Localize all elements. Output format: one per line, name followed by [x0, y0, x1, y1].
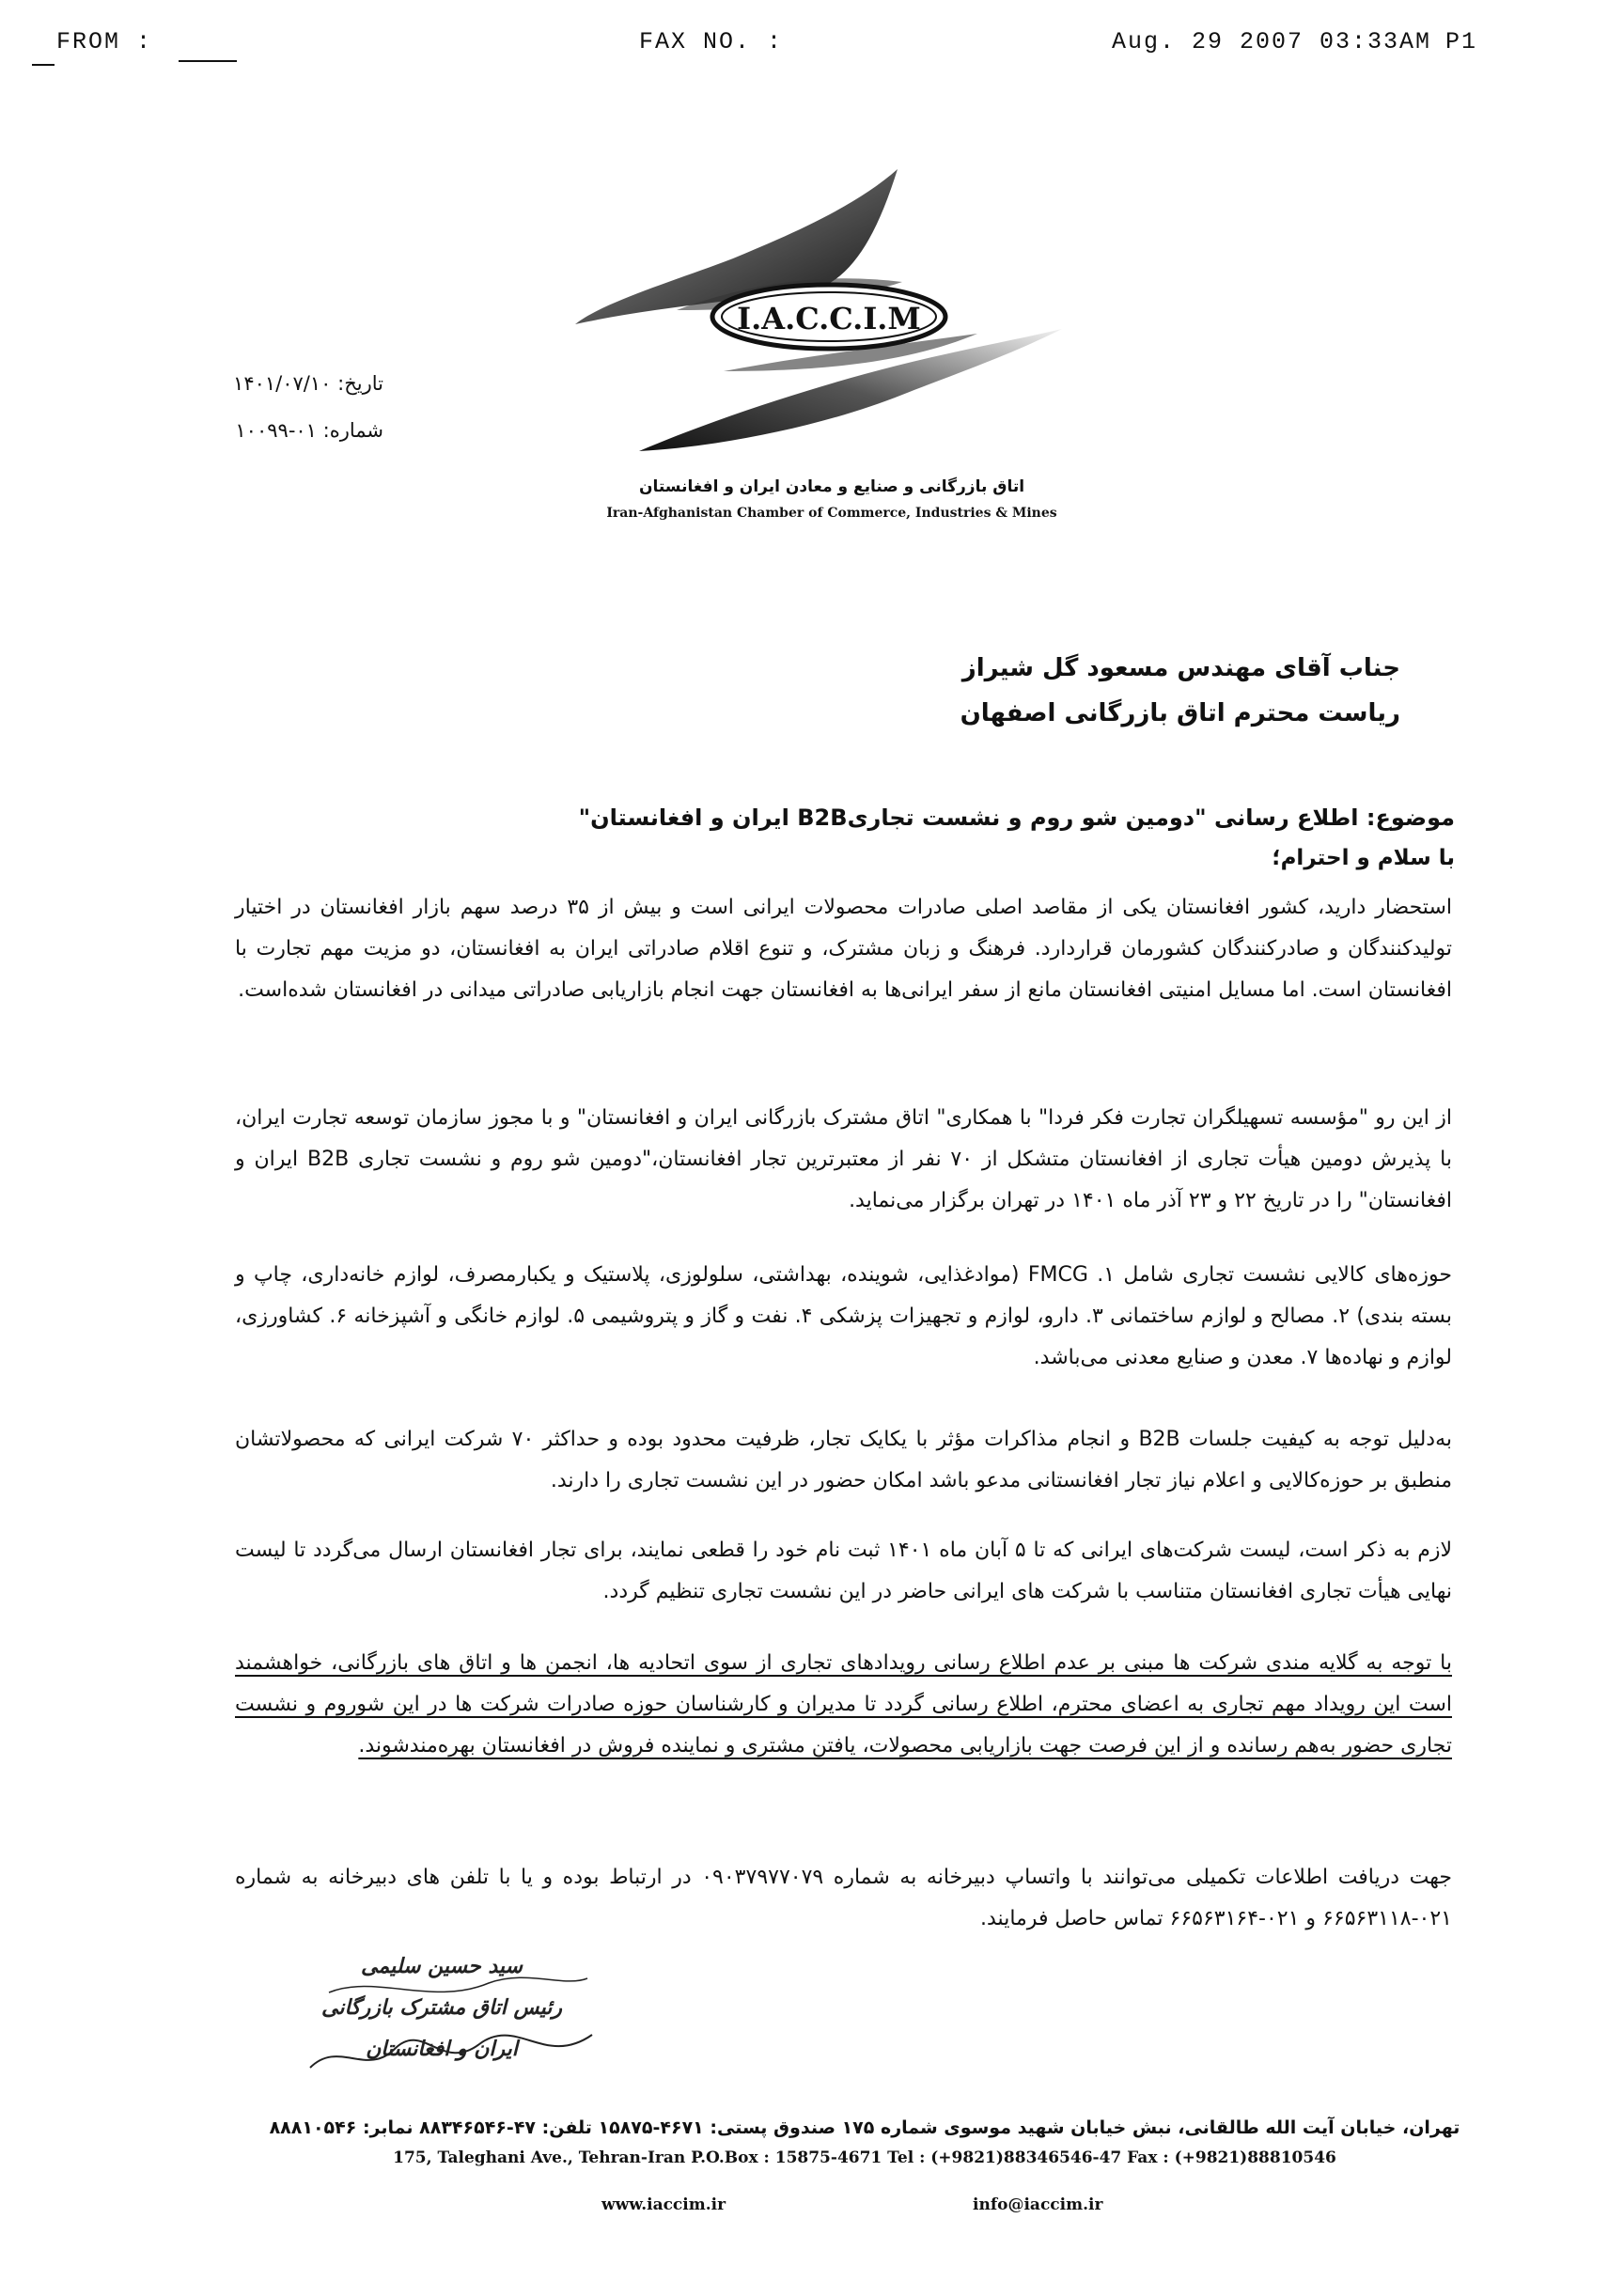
fax-header: [0, 28, 1624, 66]
footer-email-link[interactable]: info@iaccim.ir: [973, 2195, 1103, 2214]
fax-number-label: FAX NO. :: [639, 28, 784, 55]
logo-name-fa: اتاق بازرگانی و صنایع و معادن ایران و افغانستان: [638, 477, 1025, 496]
chamber-logo: [564, 169, 1071, 508]
signature-title-line1: رئیس اتاق مشترک بازرگانی: [320, 1996, 562, 2020]
body-paragraph-4: به‌دلیل توجه به کیفیت جلسات B2B و انجام مذاکرات مؤثر با یکایک تجار، ظرفیت محدود بوده و حداکثر ۷۰ شرکت ایرانی که محصولاتشان منطبق بر حوزه‌کالایی و اعلام نیاز تجار افغانستانی مدعو باشد امکان حضور در این نشست تجاری را دارند.: [235, 1428, 1453, 1492]
body-paragraph-7: جهت دریافت اطلاعات تکمیلی می‌توانند با واتساپ دبیرخانه به شماره ۰۹۰۳۷۹۷۷۰۷۹ در ارتباط بوده و یا با تلفن های دبیرخانه به شماره ۰۲۱-۶۶۵۶۳۱۱۸ و ۰۲۱-۶۶۵۶۳۱۶۴ تماس حاصل فرمایند.: [235, 1866, 1452, 1930]
fax-date-time: Aug. 29 2007 03:33AM: [1112, 28, 1432, 55]
letter-date-value: ۱۴۰۱/۰۷/۱۰: [233, 372, 332, 395]
letter-number: [235, 419, 383, 442]
body-paragraph-5: لازم به ذکر است، لیست شرکت‌های ایرانی که تا ۵ آبان ماه ۱۴۰۱ ثبت نام خود را قطعی نمایند، برای تجار افغانستان ارسال می‌گردد تا لیست نهایی هیأت تجاری افغانستان متناسب با شرکت های ایرانی حاضر در این نشست تجاری تنظیم گردد.: [235, 1539, 1452, 1603]
footer-address-fa: تهران، خیابان آیت الله طالقانی، نبش خیابان شهید موسوی شماره ۱۷۵ صندوق پستی: ۴۶۷۱-۱۵۸۷۵ تلفن: ۴۷-۸۸۳۴۶۵۴۶ نمابر: ۸۸۸۱۰۵۴۶: [269, 2117, 1460, 2138]
fax-from-underline-left: [32, 64, 55, 66]
fax-from-label: FROM :: [56, 28, 153, 55]
signature-name: سید حسین سلیمی: [361, 1955, 523, 1978]
body-paragraph-6: با توجه به گلایه مندی شرکت ها مبنی بر عدم اطلاع رسانی رویدادهای تجاری از سوی اتحادیه ها، انجمن ها و اتاق های بازرگانی، خواهشمند است این رویداد مهم تجاری به اعضای محترم، اطلاع رسانی گردد تا مدیران و کارشناسان حوزه صادرات شرکت ها در این شوروم و نشست تجاری حضور به‌هم رسانده و از این فرصت جهت بازاریابی محصولات، یافتن مشتری و نماینده فروش در افغانستان بهره‌مندشوند.: [235, 1651, 1452, 1758]
footer-address-en: 175, Taleghani Ave., Tehran-Iran P.O.Box : 15875-4671 Tel : (+9821)88346546-47 Fax : (+9821)88810546: [393, 2148, 1336, 2167]
logo-name-en: Iran-Afghanistan Chamber of Commerce, Industries & Mines: [606, 506, 1057, 521]
letter-greeting: با سلام و احترام؛: [1272, 846, 1455, 870]
logo-emblem-text: I.A.C.C.I.M: [737, 301, 921, 336]
addressee-title: ریاست محترم اتاق بازرگانی اصفهان: [960, 699, 1400, 727]
fax-page-number: P1: [1445, 28, 1478, 55]
letter-subject: موضوع: اطلاع رسانی "دومین شو روم و نشست تجاریB2B ایران و افغانستان": [578, 805, 1455, 831]
letter-date: [233, 372, 383, 395]
signature-block: [282, 1955, 601, 2096]
letter-number-label: شماره:: [322, 419, 383, 442]
letter-date-label: تاریخ:: [337, 372, 383, 395]
fax-from-underline: [179, 60, 237, 62]
body-paragraph-3: حوزه‌های کالایی نشست تجاری شامل ۱. FMCG (مواد‌غذایی، شوینده، بهداشتی، سلولوزی، پلاستیک و یکبارمصرف، لوازم خانه‌داری، چاپ و بسته بندی) ۲. مصالح و لوازم ساختمانی ۳. دارو، لوازم و تجهیزات پزشکی ۴. نفت و گاز و پتروشیمی ۵. لوازم خانگی و آشپزخانه ۶. کشاورزی، لوازم و نهاده‌ها ۷. معدن و صنایع معدنی می‌باشد.: [235, 1263, 1452, 1369]
addressee-name: جناب آقای مهندس مسعود گل شیراز: [961, 654, 1400, 682]
footer-website-link[interactable]: www.iaccim.ir: [601, 2195, 726, 2214]
signature-scribble: [301, 1955, 601, 2086]
body-paragraph-1: استحضار دارید، کشور افغانستان یکی از مقاصد اصلی صادرات محصولات ایرانی است و بیش از ۳۵ درصد سهم بازار افغانستان در اختیار تولیدکنندگان و صادرکنندگان کشورمان قراردارد. فرهنگ و زبان مشترک، و تنوع اقلام صادراتی ایران به افغانستان، دو مزیت مهم تجارت با افغانستان است. اما مسایل امنیتی افغانستان مانع از سفر ایرانی‌ها به افغانستان جهت انجام بازاریابی صادراتی میدانی در افغانستان شده‌است.: [235, 896, 1452, 1002]
signature-title-line2: ایران و افغانستان: [366, 2038, 518, 2061]
body-paragraph-2: از این رو "مؤسسه تسهیلگران تجارت فکر فردا" با همکاری" اتاق مشترک بازرگانی ایران و افغانستان" و با مجوز سازمان توسعه تجارت ایران، با پذیرش دومین هیأت تجاری از افغانستان متشکل از ۷۰ نفر از معتبرترین تجار افغانستان،"دومین شو روم و نشست تجاری B2B ایران و افغانستان" را در تاریخ ۲۲ و ۲۳ آذر ماه ۱۴۰۱ در تهران برگزار می‌نماید.: [235, 1106, 1452, 1212]
letter-number-value: ۰۱-۱۰۰۹۹: [235, 419, 317, 442]
